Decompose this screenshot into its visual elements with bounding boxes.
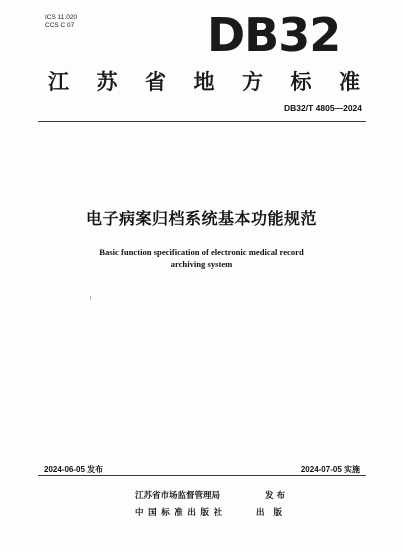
standard-type-char: 方 [242, 70, 263, 94]
english-title-line: Basic function specification of electronic medical record [99, 247, 304, 257]
standard-type-char: 苏 [96, 70, 118, 94]
standard-type-char: 省 [145, 70, 166, 94]
standard-type-char: 准 [339, 70, 360, 94]
top-divider [38, 121, 366, 122]
publisher-row [135, 505, 285, 522]
issuing-authority: 江苏省市场监督管理局 [135, 491, 221, 501]
issuing-action: 发 布 [265, 491, 285, 501]
ics-code: ICS 11.020 [45, 14, 78, 21]
publisher-row [135, 488, 285, 505]
standard-type-char: 江 [48, 70, 69, 94]
english-title [40, 246, 363, 270]
standard-number: DB32/T 4805—2024 [284, 103, 362, 113]
db32-logo: DB32 [207, 8, 341, 62]
publishing-action: 出 版 [256, 508, 285, 518]
classification-codes [45, 14, 77, 30]
english-title-line: archiving system [170, 259, 233, 269]
standard-type-char: 地 [193, 70, 215, 94]
issue-date: 2024-06-05 发布 [44, 465, 104, 474]
publisher-block [135, 488, 285, 522]
standard-type-char: 标 [290, 70, 312, 94]
standard-type-heading [48, 68, 360, 96]
implementation-date: 2024-07-05 实施 [300, 465, 360, 474]
scan-speck [90, 296, 91, 300]
bottom-divider [38, 475, 366, 476]
ccs-code: CCS C 07 [45, 22, 75, 29]
chinese-title: 电子病案归档系统基本功能规范 [85, 209, 317, 228]
publishing-house: 中国标准出版社 [135, 508, 227, 518]
